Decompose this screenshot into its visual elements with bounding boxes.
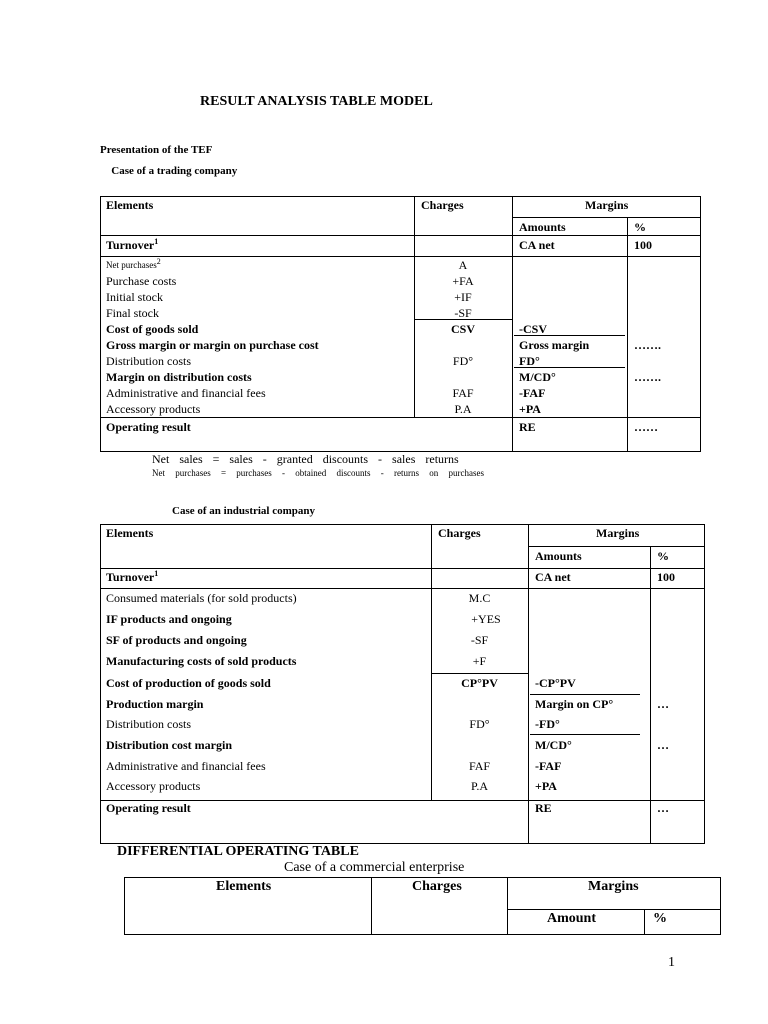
differential-title: DIFFERENTIAL OPERATING TABLE <box>117 844 359 859</box>
t1-header-elements: Elements <box>106 198 154 212</box>
t2-row-amount: -CP°PV <box>535 676 576 690</box>
t2-header-charges: Charges <box>438 526 481 540</box>
t2-header-amounts: Amounts <box>535 549 582 563</box>
t2-turnover-label: Turnover$^1$ <box>106 569 159 584</box>
t2-row-label: SF of products and ongoing <box>106 633 247 647</box>
net-purchases-note: Net purchases = purchases - obtained discounts - returns on purchases <box>152 468 485 478</box>
t2-row-label: Consumed materials (for sold products) <box>106 591 297 605</box>
t1-row-pct: ……. <box>634 370 661 384</box>
t1-header-margins: Margins <box>585 198 629 212</box>
t2-header-margins: Margins <box>596 526 640 540</box>
t2-operating-label: Operating result <box>106 801 191 815</box>
t1-row-label: Administrative and financial fees <box>106 386 266 400</box>
t1-row-charge: A <box>458 258 468 272</box>
t2-row-amount: -FAF <box>535 759 562 773</box>
t1-row-charge: -SF <box>454 306 472 320</box>
t1-header-amounts: Amounts <box>519 220 566 234</box>
t2-re-pct: … <box>657 801 669 815</box>
t3-header-margins: Margins <box>588 879 639 894</box>
t1-operating-label: Operating result <box>106 420 191 434</box>
page-title: RESULT ANALYSIS TABLE MODEL <box>200 94 433 109</box>
t1-row-label: Margin on distribution costs <box>106 370 252 384</box>
t1-row-charge: CSV <box>450 322 475 336</box>
t2-row-amount: -FD° <box>535 717 560 731</box>
t1-turnover-label: Turnover$^1$ <box>106 237 159 252</box>
t1-row-amount: +PA <box>519 402 541 416</box>
t1-row-charge: FD° <box>452 354 474 368</box>
t2-row-label: Administrative and financial fees <box>106 759 266 773</box>
t1-row-label: Final stock <box>106 306 159 320</box>
t1-row-charge: +FA <box>452 274 474 288</box>
t2-row-charge: FD° <box>469 717 490 731</box>
t1-row-charge: P.A <box>454 402 472 416</box>
t1-row-label: Cost of goods sold <box>106 322 199 336</box>
net-sales-note: Net sales = sales - granted discounts - sales returns <box>152 452 459 466</box>
t2-row-label: Distribution cost margin <box>106 738 232 752</box>
t1-row-label: Purchase costs <box>106 274 177 288</box>
t2-row-label: Distribution costs <box>106 717 192 731</box>
t1-header-pct: % <box>634 220 646 234</box>
t1-row-label: Initial stock <box>106 290 163 304</box>
presentation-heading: Presentation of the TEF <box>100 144 213 156</box>
t2-row-charge: +YES <box>471 612 501 626</box>
trading-case-heading: Case of a trading company <box>100 165 226 177</box>
t1-re: RE <box>519 420 536 434</box>
t2-row-pct: … <box>657 738 669 752</box>
page-number: 1 <box>668 955 675 970</box>
t3-header-amount: Amount <box>547 911 597 926</box>
t2-row-label: Accessory products <box>106 779 201 793</box>
t1-row-label: Accessory products <box>106 402 201 416</box>
t2-row-amount: Margin on CP° <box>535 697 614 711</box>
industrial-case-heading: Case of an industrial company <box>172 505 316 517</box>
t2-row-charge: M.C <box>468 591 491 605</box>
t2-row-label: Manufacturing costs of sold products <box>106 654 297 668</box>
t2-row-amount: M/CD° <box>535 738 572 752</box>
t2-row-pct: … <box>657 697 669 711</box>
t1-re-pct: …… <box>634 420 658 434</box>
t3-header-elements: Elements <box>216 879 272 894</box>
t2-row-label: Cost of production of goods sold <box>106 676 271 690</box>
t1-header-charges: Charges <box>421 198 464 212</box>
t1-ca-net: CA net <box>519 238 555 252</box>
t2-row-charge: +F <box>472 654 487 668</box>
t1-row-charge: +IF <box>454 290 472 304</box>
t2-row-amount: +PA <box>535 779 557 793</box>
t1-row-pct: ……. <box>634 338 661 352</box>
t1-row-amount: FD° <box>519 354 540 368</box>
t2-hundred: 100 <box>657 570 675 584</box>
t2-row-charge: -SF <box>470 633 489 647</box>
t2-re: RE <box>535 801 552 815</box>
t2-row-label: Production margin <box>106 697 204 711</box>
t1-row-amount: Gross margin <box>519 338 590 352</box>
t2-ca-net: CA net <box>535 570 571 584</box>
t2-row-charge: P.A <box>470 779 488 793</box>
t1-row-amount: M/CD° <box>519 370 556 384</box>
t2-row-charge: CP°PV <box>461 676 498 690</box>
t3-header-charges: Charges <box>412 879 462 894</box>
t3-header-pct: % <box>653 911 667 926</box>
t1-row-amount: -CSV <box>519 322 548 336</box>
t1-row-label: Net purchases$^2$ <box>106 257 161 270</box>
t1-hundred: 100 <box>634 238 652 252</box>
t2-header-pct: % <box>657 549 669 563</box>
t2-header-elements: Elements <box>106 526 154 540</box>
t1-row-label: Gross margin or margin on purchase cost <box>106 338 319 352</box>
t1-row-amount: -FAF <box>519 386 546 400</box>
t2-row-label: IF products and ongoing <box>106 612 232 626</box>
commercial-case-heading: Case of a commercial enterprise <box>284 860 465 875</box>
t1-row-charge: FAF <box>452 386 474 400</box>
t1-row-label: Distribution costs <box>106 354 192 368</box>
t2-row-charge: FAF <box>468 759 491 773</box>
